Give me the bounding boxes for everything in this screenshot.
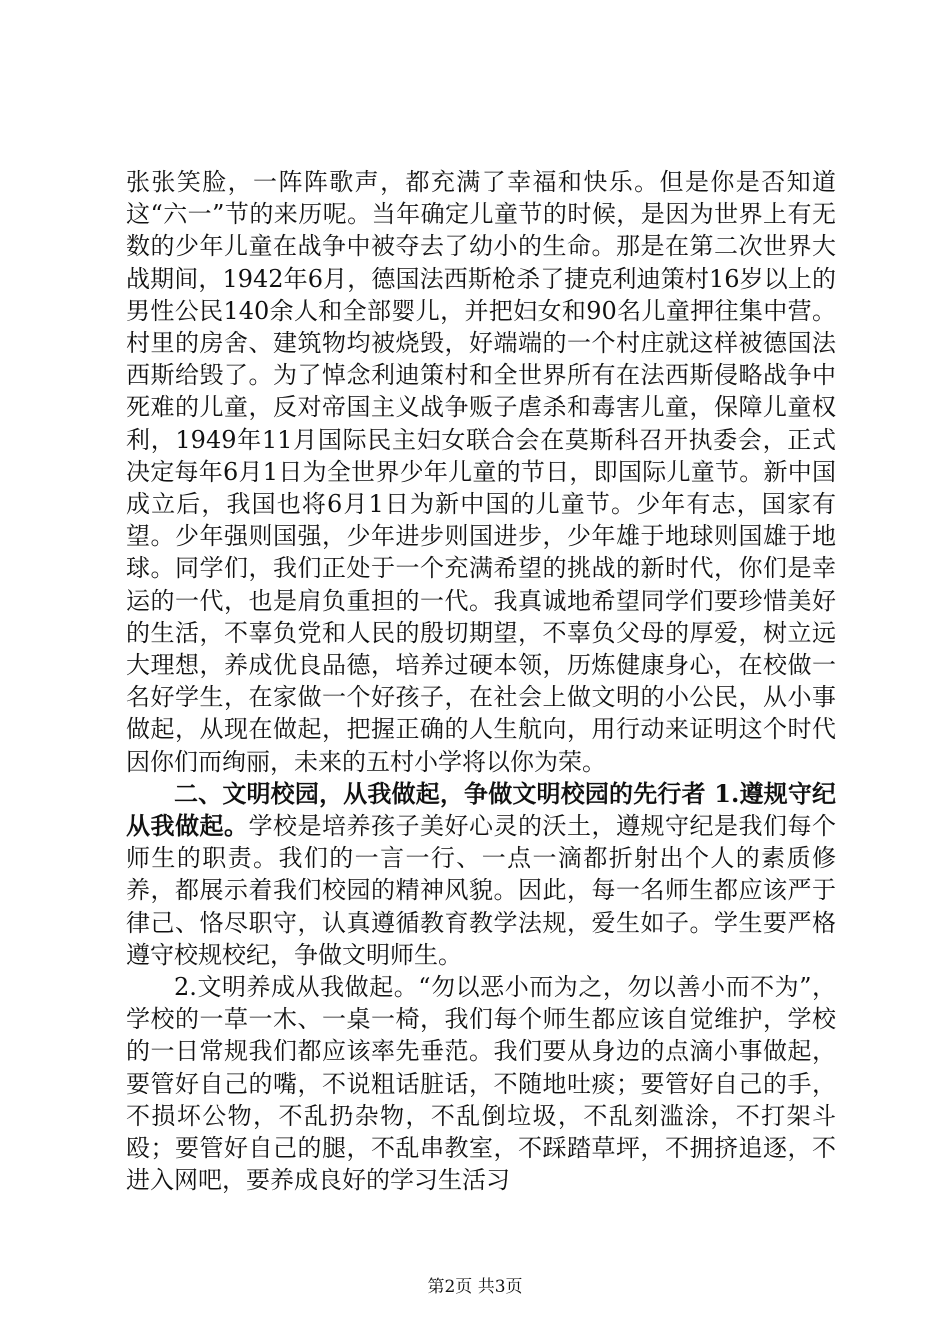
section-heading: 二、文明校园，从我做起，争做文明校园的先行者 1.遵规守纪从我做起。 [126,778,836,841]
page-number-footer: 第2页 共3页 [427,1277,523,1297]
section-body: 学校是培养孩子美好心灵的沃土，遵规守纪是我们每个师生的职责。我们的一言一行、一点一滴都折射出个人的素质修养，都展示着我们校园的精神风貌。因此，每一名师生都应该严于律己、恪尽职守，认真遵循教育教学法规，爱生如子。学生要严格遵守校规校纪，争做文明师生。 [126,812,836,969]
body-paragraph-2 [126,778,836,971]
document-body [126,166,836,1197]
body-paragraph-3: 2.文明养成从我做起。“勿以恶小而为之，勿以善小而不为”，学校的一草一木、一桌一椅，我们每个师生都应该自觉维护，学校的一日常规我们都应该率先垂范。我们要从身边的点滴小事做起，要管好自己的嘴，不说粗话脏话，不随地吐痰；要管好自己的手，不损坏公物，不乱扔杂物，不乱倒垃圾，不乱刻滥涂，不打架斗殴；要管好自己的腿，不乱串教室，不踩踏草坪，不拥挤追逐，不进入网吧，要养成良好的学习生活习 [126,973,836,1195]
body-paragraph-1: 张张笑脸，一阵阵歌声，都充满了幸福和快乐。但是你是否知道这“六一”节的来历呢。当年确定儿童节的时候，是因为世界上有无数的少年儿童在战争中被夺去了幼小的生命。那是在第二次世界大战期间，1942年6月，德国法西斯枪杀了捷克利迪策村16岁以上的男性公民140余人和全部婴儿，并把妇女和90名儿童押往集中营。村里的房舍、建筑物均被烧毁，好端端的一个村庄就这样被德国法西斯给毁了。为了悼念利迪策村和全世界所有在法西斯侵略战争中死难的儿童，反对帝国主义战争贩子虐杀和毒害儿童，保障儿童权利，1949年11月国际民主妇女联合会在莫斯科召开执委会，正式决定每年6月1日为全世界少年儿童的节日，即国际儿童节。新中国成立后，我国也将6月1日为新中国的儿童节。少年有志，国家有望。少年强则国强，少年进步则国进步，少年雄于地球则国雄于地球。同学们，我们正处于一个充满希望的挑战的新时代，你们是幸运的一代，也是肩负重担的一代。我真诚地希望同学们要珍惜美好的生活，不辜负党和人民的殷切期望，不辜负父母的厚爱，树立远大理想，养成优良品德，培养过硬本领，历炼健康身心，在校做一名好学生，在家做一个好孩子，在社会上做文明的小公民，从小事做起，从现在做起，把握正确的人生航向，用行动来证明这个时代因你们而绚丽，未来的五村小学将以你为荣。 [126,168,836,776]
